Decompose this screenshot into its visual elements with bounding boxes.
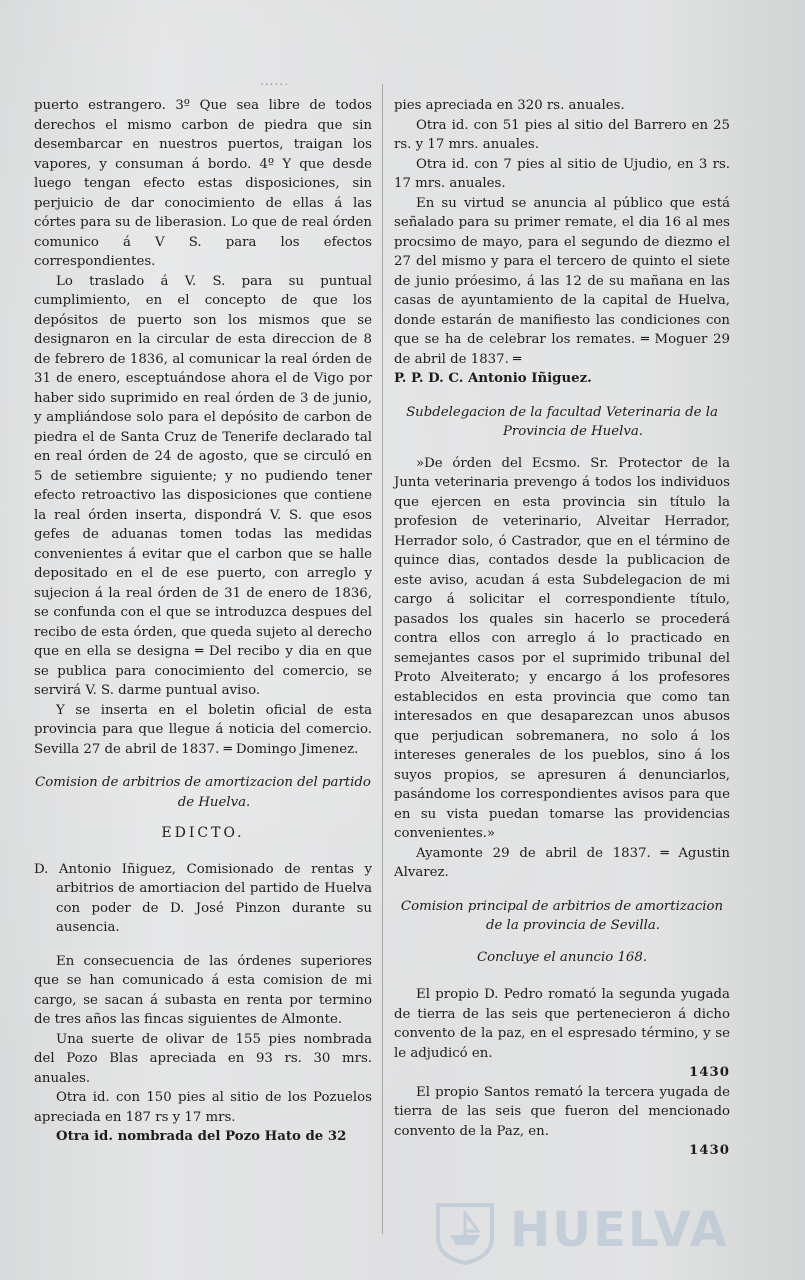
- right-paragraph-8-text: El propio Santos remató la tercera yugada de tierra de las seis que fueron del mencionado convento de la Paz, en.: [394, 1084, 730, 1139]
- amount-row-2: [394, 1141, 730, 1161]
- left-paragraph-8: Otra id. nombrada del Pozo Hato de 32: [56, 1129, 347, 1144]
- top-fragment: ......: [260, 74, 289, 88]
- ship-emblem-icon: [430, 1195, 500, 1265]
- section-title-veterinaria: Subdelegacion de la facultad Veterinaria de la Provincia de Huelva.: [406, 404, 718, 439]
- right-column: [394, 96, 730, 1161]
- concluye-heading: Concluye el anuncio 168.: [476, 949, 648, 965]
- left-paragraph-2: Lo traslado á V. S. para su puntual cumplimiento, en el concepto de que los depósitos de puerto son los mismos que se designaron en la circular de esta direccion de 8 de febrero de 1836, al comunicar la real órden de 31 de enero, esceptuándose ahora el de Vigo por haber sido suprimido en real órden de 3 de junio, y ampliándose solo para el depósito de carbon de piedra el de Santa Cruz de Tenerife declarado tal en real órden de 24 de agosto, que se circuló en 5 de setiembre siguiente; y no pudiendo tener efecto retroactivo las disposiciones que contiene la real órden inserta, dispondrá V. S. que esos gefes de aduanas tomen todas las medidas convenientes á evitar que el carbon que se halle depositado en el de ese puerto, con arreglo y sujecion á la real órden de 31 de enero de 1836, se confunda con el que se introduzca despues del recibo de esta órden, que queda sujeto al derecho que en ella se designa ═ Del recibo y dia en que se publica para conocimiento del comercio, se servirá V. S. darme puntual aviso.: [34, 273, 372, 698]
- left-paragraph-7: Otra id. con 150 pies al sitio de los Pozuelos apreciada en 187 rs y 17 mrs.: [34, 1090, 372, 1125]
- left-paragraph-5: En consecuencia de las órdenes superiores que se han comunicado á esta comision de mi cargo, se sacan á subasta en renta por termino de tres años las fincas siguientes de Almonte.: [34, 953, 372, 1027]
- left-column: [34, 96, 372, 1147]
- section-title-arbitrios-huelva: Comision de arbitrios de amortizacion del partido de Huelva.: [35, 775, 371, 810]
- left-paragraph-1: puerto estrangero. 3º Que sea libre de todos derechos el mismo carbon de piedra que sin desembarcar en nuestros puertos, traigan los vapores, y consuman á bordo. 4º Y que desde luego tengan efecto estas disposiciones, sin perjuicio de dar conocimiento de ellas á las córtes para su de liberasion. Lo que de real órden comunico á V S. para los efectos correspondientes.: [34, 98, 372, 269]
- watermark-word: HUELVA: [510, 1202, 729, 1258]
- right-paragraph-8: [394, 1083, 730, 1161]
- right-paragraph-3: Otra id. con 7 pies al sitio de Ujudio, en 3 rs. 17 mrs. anuales.: [394, 156, 730, 191]
- right-paragraph-2: Otra id. con 51 pies al sitio del Barrero en 25 rs. y 17 mrs. anuales.: [394, 117, 730, 152]
- left-paragraph-4: D. Antonio Iñiguez, Comisionado de rentas y arbitrios de amortiacion del partido de Huelva con poder de D. José Pinzon durante su ausencia.: [34, 861, 372, 935]
- right-paragraph-1: pies apreciada en 320 rs. anuales.: [394, 98, 625, 113]
- right-paragraph-5: »De órden del Ecsmo. Sr. Protector de la Junta veterinaria prevengo á todos los individuos que ejercen en esta provincia sin título la profesion de veterinario, Alveitar Herrador, Herrador solo, ó Castrador, que en el término de quince dias, contados desde la publicacion de este aviso, acudan á esta Subdelegacion de mi cargo á solicitar el correspondiente título, pasados los quales sin hacerlo se procederá contra ellos con arreglo á lo practicado en semejantes casos por el suprimido tribunal del Proto Alveiterato; y encargo á los profesores establecidos en esta provincia que como tan interesados en que desaparezcan unos abusos que perjudican sobremanera, no solo á los intereses generales de los pueblos, sino á los suyos propios, se apresuren á denunciarlos, pasándome los correspondientes avisos para que en su vista puedan tomarse las providencias convenientes.»: [394, 455, 730, 841]
- column-divider: [382, 84, 383, 1234]
- left-paragraph-6: Una suerte de olivar de 155 pies nombrada del Pozo Blas apreciada en 93 rs. 30 mrs. anuales.: [34, 1031, 372, 1086]
- left-paragraph-3: Y se inserta en el boletin oficial de esta provincia para que llegue á noticia del comercio. Sevilla 27 de abril de 1837. ═ Domingo Jimenez.: [34, 702, 372, 757]
- library-watermark: [430, 1190, 760, 1270]
- right-paragraph-7-text: El propio D. Pedro romató la segunda yugada de tierra de las seis que pertenecieron á dicho convento de la paz, en el espresado término, y se le adjudicó en.: [394, 987, 730, 1061]
- amount-1: 1430: [688, 1065, 730, 1080]
- right-paragraph-6: Ayamonte 29 de abril de 1837. ═ Agustin Alvarez.: [394, 845, 730, 880]
- right-signature-iniguez: P. P. D. C. Antonio Iñiguez.: [394, 371, 592, 386]
- section-title-arbitrios-sevilla: Comision principal de arbitrios de amortizacion de la provincia de Sevilla.: [400, 898, 724, 933]
- amount-2: 1430: [688, 1143, 730, 1158]
- right-paragraph-4: En su virtud se anuncia al público que está señalado para su primer remate, el dia 16 al mes procsimo de mayo, para el segundo de diezmo el 27 del mismo y para el tercero de quinto el siete de junio próesimo, á las 12 de su mañana en las casas de ayuntamiento de la capital de Huelva, donde estarán de manifiesto las condiciones con que se ha de celebrar los remates. ═ Moguer 29 de abril de 1837. ═: [394, 195, 730, 367]
- right-paragraph-7: [394, 985, 730, 1083]
- edicto-heading: EDICTO.: [161, 825, 245, 841]
- amount-row-1: [394, 1063, 730, 1083]
